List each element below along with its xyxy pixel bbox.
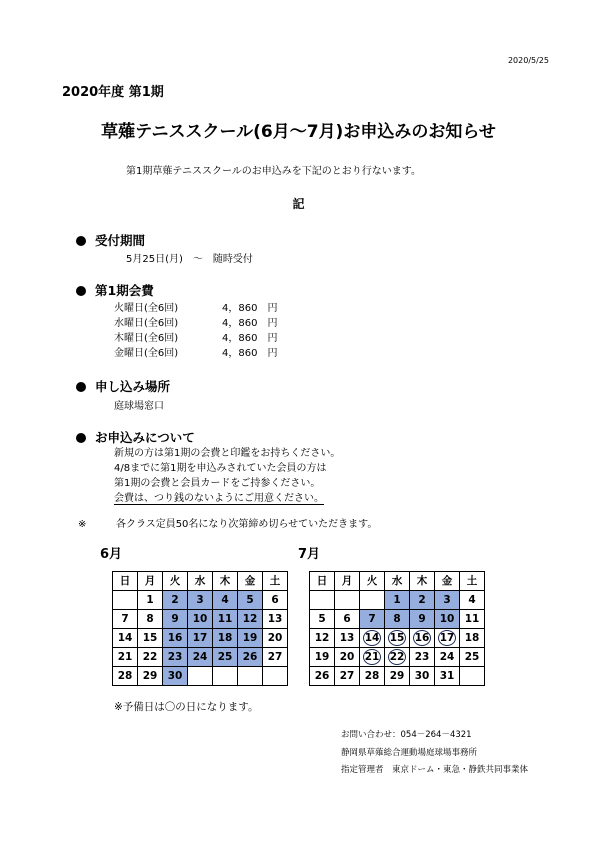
weekday-header: 月 — [335, 572, 360, 591]
calendar-week-row — [113, 610, 288, 629]
day-cell: 28 — [360, 667, 385, 686]
weekday-header: 日 — [310, 572, 335, 591]
day-cell: 18 — [460, 629, 485, 648]
section-reception — [76, 231, 145, 249]
day-cell: 6 — [335, 610, 360, 629]
calendar-week-row — [113, 648, 288, 667]
lesson-day-cell: 5 — [238, 591, 263, 610]
weekday-header: 水 — [385, 572, 410, 591]
day-cell: 19 — [310, 648, 335, 667]
circle-mark: 16 — [414, 632, 430, 644]
fee-row — [114, 299, 277, 314]
lesson-day-cell: 30 — [163, 667, 188, 686]
day-cell: 14 — [113, 629, 138, 648]
lesson-day-cell: 9 — [410, 610, 435, 629]
intro-text: 第1期草薙テニススクールのお申込みを下記のとおり行ないます。 — [126, 166, 421, 177]
fee-day: 木曜日(全6回) — [114, 333, 179, 344]
page-title: 草薙テニススクール(6月～7月)お申込みのお知らせ — [101, 122, 496, 142]
fee-price: 4，860 円 — [222, 318, 278, 329]
empty-day-cell — [238, 667, 263, 686]
june-label: 6月 — [100, 547, 123, 562]
apply-heading: お申込みについて — [95, 430, 195, 445]
circle-mark: 14 — [364, 632, 380, 644]
reserve-day-cell — [385, 648, 410, 667]
calendar-header-row — [113, 572, 288, 591]
weekday-header: 木 — [213, 572, 238, 591]
fee-row — [114, 314, 277, 329]
lesson-day-cell: 12 — [238, 610, 263, 629]
section-fees — [76, 281, 154, 299]
fees-heading: 第1期会費 — [95, 283, 154, 298]
lesson-day-cell: 2 — [163, 591, 188, 610]
fee-day: 金曜日(全6回) — [114, 348, 179, 359]
day-cell: 15 — [138, 629, 163, 648]
lesson-day-cell: 26 — [238, 648, 263, 667]
empty-day-cell — [213, 667, 238, 686]
contact-office: 静岡県草薙総合運動場庭球場事務所 — [341, 748, 478, 758]
day-cell: 4 — [460, 591, 485, 610]
fee-price: 4，860 円 — [222, 348, 278, 359]
day-cell: 7 — [113, 610, 138, 629]
weekday-header: 金 — [435, 572, 460, 591]
fee-list — [114, 299, 277, 359]
empty-day-cell — [460, 667, 485, 686]
calendar-header-row — [310, 572, 485, 591]
reception-heading: 受付期間 — [95, 233, 146, 248]
apply-lines — [114, 446, 340, 506]
fee-day: 火曜日(全6回) — [114, 303, 179, 314]
day-cell: 20 — [335, 648, 360, 667]
lesson-day-cell: 19 — [238, 629, 263, 648]
day-cell: 6 — [263, 591, 288, 610]
weekday-header: 水 — [188, 572, 213, 591]
calendar-week-row — [310, 610, 485, 629]
day-cell: 1 — [138, 591, 163, 610]
calendar-week-row — [113, 591, 288, 610]
place-heading: 申し込み場所 — [95, 379, 171, 394]
day-cell: 21 — [113, 648, 138, 667]
empty-day-cell — [310, 591, 335, 610]
bullet-icon — [76, 382, 86, 392]
fee-price: 4，860 円 — [222, 303, 278, 314]
circle-mark: 15 — [389, 632, 405, 644]
weekday-header: 木 — [410, 572, 435, 591]
lesson-day-cell: 8 — [385, 610, 410, 629]
empty-day-cell — [360, 591, 385, 610]
empty-day-cell — [188, 667, 213, 686]
day-cell: 23 — [410, 648, 435, 667]
lesson-day-cell: 1 — [385, 591, 410, 610]
bullet-icon — [76, 286, 86, 296]
lesson-day-cell: 16 — [163, 629, 188, 648]
reserve-day-cell — [360, 629, 385, 648]
day-cell: 27 — [263, 648, 288, 667]
circle-mark: 17 — [439, 632, 455, 644]
ki-heading: 記 — [292, 197, 305, 211]
day-cell: 29 — [138, 667, 163, 686]
day-cell: 13 — [335, 629, 360, 648]
lesson-day-cell: 24 — [188, 648, 213, 667]
day-cell: 27 — [335, 667, 360, 686]
reserve-note: ※予備日は〇の日になります。 — [114, 701, 259, 713]
calendar-week-row — [113, 629, 288, 648]
capacity-note — [78, 515, 377, 530]
lesson-day-cell: 4 — [213, 591, 238, 610]
section-apply — [76, 428, 195, 446]
day-cell: 5 — [310, 610, 335, 629]
weekday-header: 土 — [263, 572, 288, 591]
contact-phone: お問い合わせ：054－264－4321 — [341, 730, 472, 740]
apply-line-underlined: 会費は、つり銭のないようにご用意ください。 — [114, 493, 324, 504]
empty-day-cell — [113, 591, 138, 610]
day-cell: 22 — [138, 648, 163, 667]
lesson-day-cell: 11 — [213, 610, 238, 629]
lesson-day-cell: 3 — [435, 591, 460, 610]
day-cell: 20 — [263, 629, 288, 648]
weekday-header: 日 — [113, 572, 138, 591]
fee-row — [114, 344, 277, 359]
weekday-header: 土 — [460, 572, 485, 591]
day-cell: 26 — [310, 667, 335, 686]
day-cell: 31 — [435, 667, 460, 686]
bullet-icon — [76, 236, 86, 246]
lesson-day-cell: 17 — [188, 629, 213, 648]
lesson-day-cell: 10 — [188, 610, 213, 629]
bullet-icon — [76, 433, 86, 443]
note-mark: ※ — [78, 519, 87, 530]
july-label: 7月 — [298, 547, 321, 562]
empty-day-cell — [263, 667, 288, 686]
day-cell: 29 — [385, 667, 410, 686]
fee-day: 水曜日(全6回) — [114, 318, 179, 329]
apply-line: 4/8までに第1期を申込みされていた会員の方は — [114, 463, 327, 474]
section-place — [76, 377, 170, 395]
weekday-header: 火 — [360, 572, 385, 591]
weekday-header: 金 — [238, 572, 263, 591]
reserve-day-cell — [385, 629, 410, 648]
calendar-week-row — [310, 648, 485, 667]
reserve-day-cell — [435, 629, 460, 648]
apply-line: 新規の方は第1期の会費と印鑑をお持ちください。 — [114, 448, 341, 459]
empty-day-cell — [335, 591, 360, 610]
year-term: 2020年度 第1期 — [62, 85, 164, 100]
lesson-day-cell: 18 — [213, 629, 238, 648]
place-text: 庭球場窓口 — [114, 401, 164, 412]
weekday-header: 火 — [163, 572, 188, 591]
day-cell: 24 — [435, 648, 460, 667]
capacity-note-text: 各クラス定員50名になり次第締め切らせていただきます。 — [116, 519, 378, 530]
lesson-day-cell: 23 — [163, 648, 188, 667]
day-cell: 30 — [410, 667, 435, 686]
day-cell: 11 — [460, 610, 485, 629]
circle-mark: 22 — [389, 651, 405, 663]
day-cell: 13 — [263, 610, 288, 629]
calendar-week-row — [310, 591, 485, 610]
july-calendar — [309, 571, 485, 686]
reception-text: 5月25日(月) ～ 随時受付 — [126, 254, 253, 265]
calendar-week-row — [113, 667, 288, 686]
document-date: 2020/5/25 — [507, 56, 549, 65]
lesson-day-cell: 25 — [213, 648, 238, 667]
lesson-day-cell: 3 — [188, 591, 213, 610]
day-cell: 8 — [138, 610, 163, 629]
reserve-day-cell — [410, 629, 435, 648]
circle-mark: 21 — [364, 651, 380, 663]
fee-price: 4，860 円 — [222, 333, 278, 344]
fee-row — [114, 329, 277, 344]
calendar-week-row — [310, 667, 485, 686]
lesson-day-cell: 9 — [163, 610, 188, 629]
day-cell: 28 — [113, 667, 138, 686]
day-cell: 25 — [460, 648, 485, 667]
lesson-day-cell: 10 — [435, 610, 460, 629]
apply-line: 第1期の会費と会員カードをご持参ください。 — [114, 478, 321, 489]
june-calendar — [112, 571, 288, 686]
day-cell: 12 — [310, 629, 335, 648]
weekday-header: 月 — [138, 572, 163, 591]
lesson-day-cell: 7 — [360, 610, 385, 629]
calendar-week-row — [310, 629, 485, 648]
lesson-day-cell: 2 — [410, 591, 435, 610]
contact-manager: 指定管理者 東京ドーム・東急・静鉄共同事業体 — [341, 765, 529, 775]
reserve-day-cell — [360, 648, 385, 667]
